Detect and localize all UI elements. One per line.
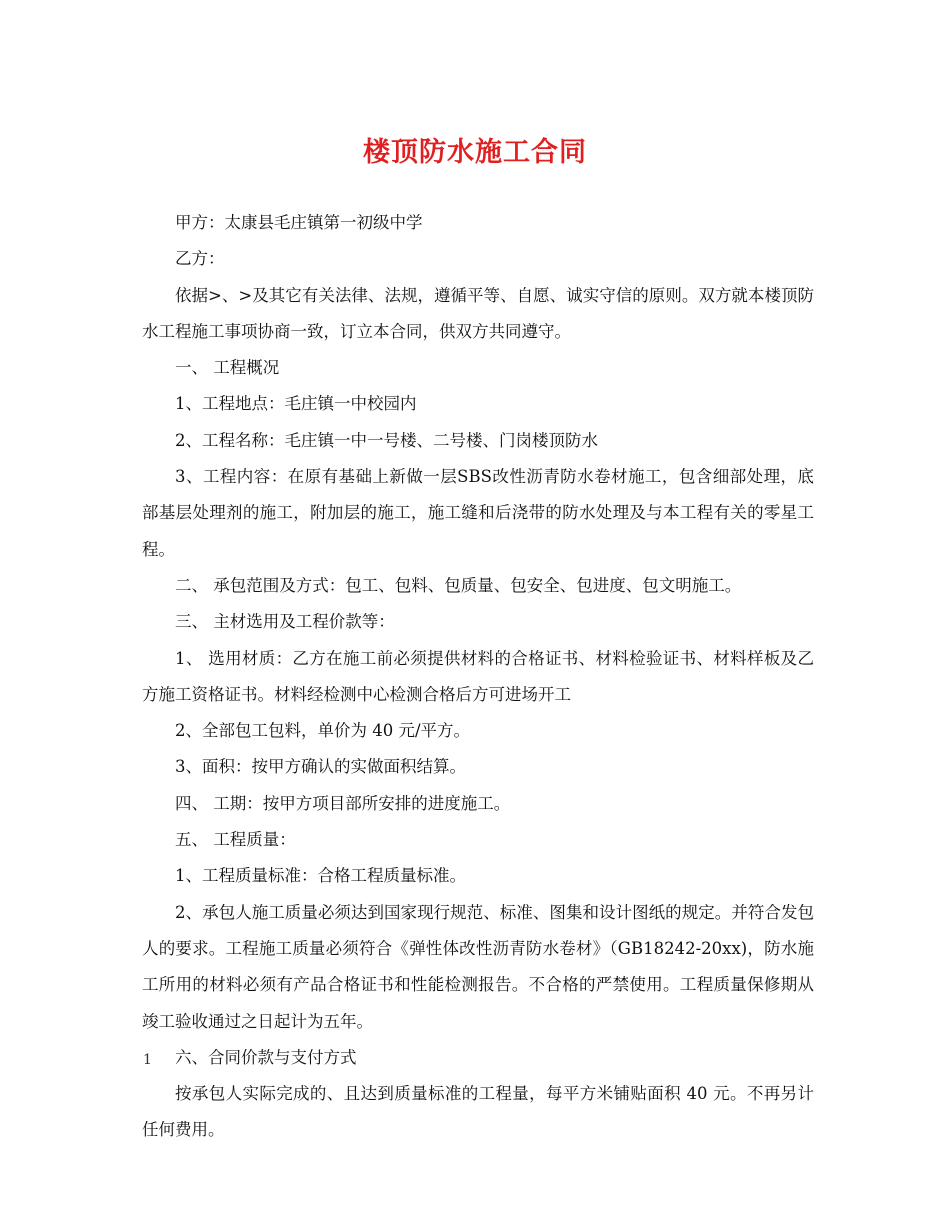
paragraph-basis: 依据>、>及其它有关法律、法规，遵循平等、自愿、诚实守信的原则。双方就本楼顶防水工程施工事项协商一致，订立本合同，供双方共同遵守。 [142, 285, 814, 341]
paragraph-party-b: 乙方： [175, 249, 225, 269]
paragraph-quality-standard: 1、工程质量标准：合格工程质量标准。 [175, 866, 466, 886]
paragraph-project-name: 2、工程名称：毛庄镇一中一号楼、二号楼、门岗楼顶防水 [175, 430, 598, 450]
section-heading-materials: 三、 主材选用及工程价款等： [175, 612, 395, 632]
paragraph-material-selection: 1、 选用材质：乙方在施工前必须提供材料的合格证书、材料检验证书、材料样板及乙方施工资格证书。材料经检测中心检测合格后方可进场开工 [142, 648, 814, 704]
page-number: 1 [143, 1052, 152, 1068]
section-heading-overview: 一、 工程概况 [175, 358, 280, 378]
document-title: 楼顶防水施工合同 [363, 137, 587, 168]
paragraph-area: 3、面积：按甲方确认的实做面积结算。 [175, 757, 466, 777]
paragraph-location: 1、工程地点：毛庄镇一中校园内 [175, 394, 417, 414]
paragraph-quality-requirements: 2、承包人施工质量必须达到国家现行规范、标准、图集和设计图纸的规定。并符合发包人的要求。工程施工质量必须符合《弹性体改性沥青防水卷材》（GB18242-20xx)，防水施工所用的材料必须有产品合格证书和性能检测报告。不合格的严禁使用。工程质量保修期从竣工验收通过之日起计为五年。 [142, 902, 814, 1031]
paragraph-unit-price: 2、全部包工包料，单价为 40 元/平方。 [175, 721, 471, 741]
section-heading-schedule: 四、 工期：按甲方项目部所安排的进度施工。 [175, 793, 511, 813]
paragraph-project-content: 3、工程内容：在原有基础上新做一层SBS改性沥青防水卷材施工，包含细部处理，底部基层处理剂的施工，附加层的施工，施工缝和后浇带的防水处理及与本工程有关的零星工程。 [142, 467, 814, 559]
section-heading-scope: 二、 承包范围及方式：包工、包料、包质量、包安全、包进度、包文明施工。 [175, 575, 742, 595]
document-body [142, 205, 814, 1149]
paragraph-party-a: 甲方：太康县毛庄镇第一初级中学 [175, 213, 423, 232]
paragraph-payment: 按承包人实际完成的、且达到质量标准的工程量，每平方米铺贴面积 40 元。不再另计任何费用。 [142, 1084, 814, 1140]
section-heading-payment: 六、合同价款与支付方式 [175, 1047, 357, 1067]
section-heading-quality: 五、 工程质量： [175, 830, 296, 850]
